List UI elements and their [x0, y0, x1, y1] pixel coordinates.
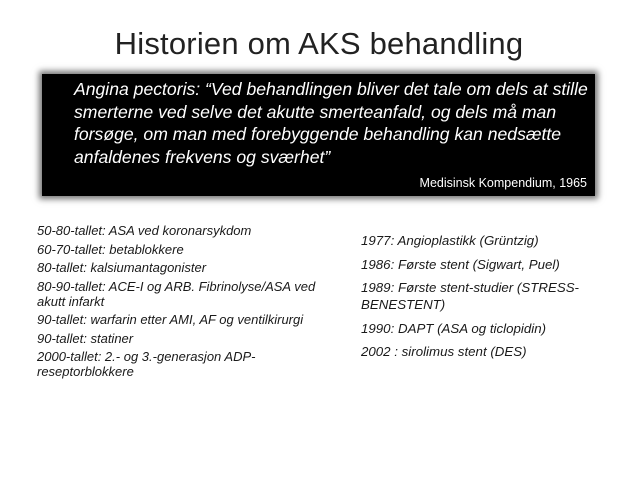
list-item: 90-tallet: statiner [37, 330, 134, 346]
list-item: 1977: Angioplastikk (Grüntzig) [361, 233, 539, 248]
list-item: 1989: Første stent-studier (STRESS-BENESTENT) [361, 280, 579, 312]
list-item: 80-tallet: kalsiumantagonister [37, 260, 207, 275]
list-item: 80-90-tallet: ACE-I og ARB. Fibrinolyse/ASA ved akutt infarkt [37, 278, 316, 309]
quote-text [74, 78, 589, 168]
quote-box [42, 74, 595, 196]
list-item: 90-tallet: warfarin etter AMI, AF og ventilkirurgi [37, 312, 304, 327]
list-item: 60-70-tallet: betablokkere [37, 241, 184, 257]
list-item: 2002 : sirolimus stent (DES) [361, 344, 527, 359]
quote-source: Medisinsk Kompendium, 1965 [419, 176, 587, 190]
list-item: 2000-tallet: 2.- og 3.-generasjon ADP-reseptorblokkere [37, 349, 256, 379]
right-timeline-list [361, 232, 621, 367]
slide-title: Historien om AKS behandling [114, 26, 524, 61]
list-item: 1986: Første stent (Sigwart, Puel) [361, 256, 560, 272]
left-timeline-list [37, 223, 327, 383]
list-item: 1990: DAPT (ASA og ticlopidin) [361, 320, 547, 336]
quote-body: Angina pectoris: “Ved behandlingen bliver det tale om dels at stille smerterne ved selve det akutte smerteanfald, og dels må man forsøge, om man med forebyggende behandling kan nedsætte anfaldenes frekvens og sværhet” [74, 79, 588, 167]
list-item: 50-80-tallet: ASA ved koronarsykdom [37, 223, 252, 238]
